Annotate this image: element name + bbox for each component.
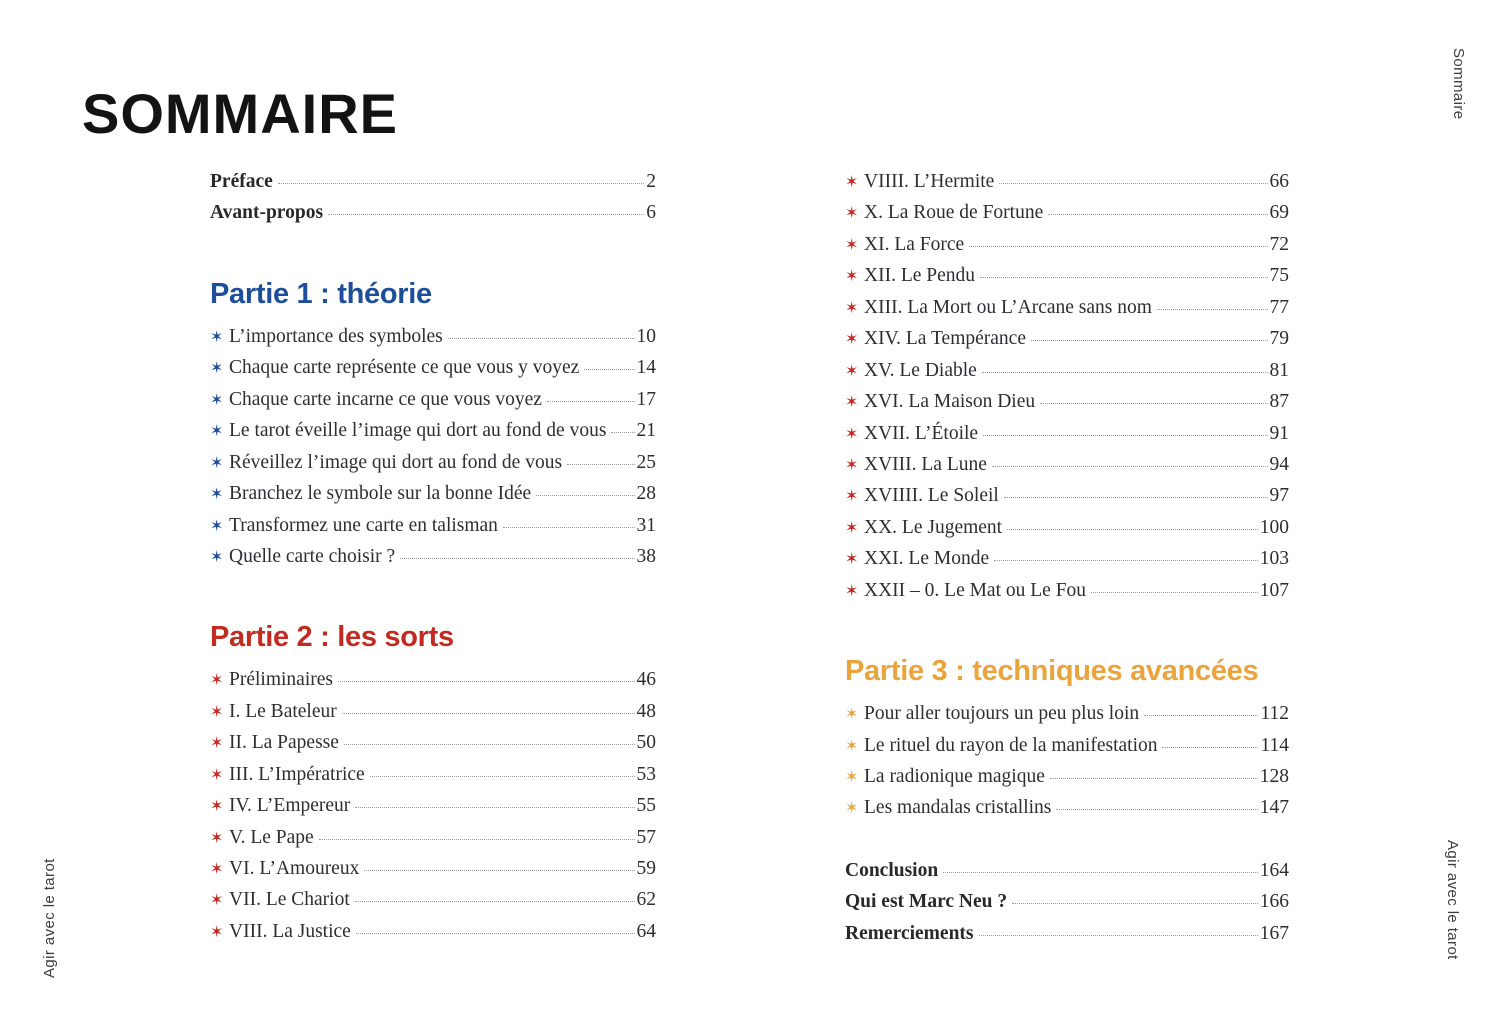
toc-entry: [210, 478, 656, 509]
toc-entry: [845, 855, 1289, 886]
dotted-leader: [982, 372, 1268, 373]
toc-entry: [210, 415, 656, 446]
toc-entry-page: 10: [636, 325, 656, 347]
toc-entry: [210, 853, 656, 884]
toc-entry-page: 21: [636, 420, 656, 442]
toc-entry-label: XV. Le Diable: [864, 359, 977, 381]
dotted-leader: [355, 901, 635, 902]
star-icon: ✶: [210, 515, 224, 535]
dotted-leader: [1031, 340, 1268, 341]
dotted-leader: [1091, 592, 1258, 593]
toc-entry-page: 57: [636, 826, 656, 848]
dotted-leader: [611, 432, 634, 433]
toc-entry-page: 66: [1269, 171, 1289, 192]
toc-entry-page: 81: [1269, 359, 1289, 381]
toc-entry-page: 46: [636, 669, 656, 691]
toc-entry-group: [845, 166, 1289, 606]
star-icon: ✶: [845, 423, 859, 443]
toc-entry: [845, 197, 1289, 228]
toc-entry-label: Chaque carte incarne ce que vous voyez: [229, 388, 542, 410]
toc-entry: [845, 792, 1289, 823]
toc-entry-label: Quelle carte choisir ?: [229, 545, 396, 567]
dotted-leader: [1144, 715, 1258, 716]
toc-entry-label: XII. Le Pendu: [864, 265, 976, 287]
toc-entry: [210, 384, 656, 415]
toc-entry-page: 53: [636, 763, 656, 785]
toc-entry: [845, 166, 1289, 197]
toc-entry-page: 62: [636, 889, 656, 911]
star-icon: ✶: [845, 172, 859, 191]
toc-entry: [210, 696, 656, 727]
toc-entry-page: 48: [636, 700, 656, 722]
toc-entry-label: VII. Le Chariot: [229, 889, 350, 911]
toc-entry-label: Transformez une carte en talisman: [229, 514, 498, 536]
toc-entry-page: 100: [1259, 516, 1289, 538]
toc-entry-page: 112: [1260, 703, 1289, 725]
toc-entry: [210, 541, 656, 572]
dotted-leader: [943, 872, 1258, 873]
dotted-leader: [979, 935, 1258, 936]
dotted-leader: [355, 807, 634, 808]
star-icon: ✶: [210, 452, 224, 472]
toc-entry-label: XVIII. La Lune: [864, 453, 987, 475]
star-icon: ✶: [845, 360, 859, 380]
toc-entry-page: 55: [636, 795, 656, 817]
toc-entry: [845, 886, 1289, 917]
toc-entry-label: Préface: [210, 171, 273, 192]
dotted-leader: [547, 401, 635, 402]
toc-entry-label: VIII. La Justice: [229, 920, 351, 942]
toc-entry-page: 28: [636, 483, 656, 505]
toc-entry-label: XVIIII. Le Soleil: [864, 485, 999, 507]
toc-entry-page: 103: [1259, 548, 1289, 570]
toc-entry-label: XVI. La Maison Dieu: [864, 391, 1036, 413]
star-icon: ✶: [210, 326, 224, 346]
toc-entry-group: [210, 321, 656, 573]
toc-entry-group: [845, 855, 1289, 949]
dotted-leader: [1050, 778, 1258, 779]
toc-entry-page: 31: [636, 514, 656, 536]
dotted-leader: [567, 464, 634, 465]
toc-entry-label: XXII – 0. Le Mat ou Le Fou: [864, 579, 1087, 601]
toc-entry: [845, 480, 1289, 511]
toc-entry-page: 164: [1259, 859, 1289, 881]
toc-entry-label: XIII. La Mort ou L’Arcane sans nom: [864, 296, 1152, 318]
toc-entry-page: 6: [646, 202, 656, 224]
star-icon: ✶: [210, 859, 224, 878]
dotted-leader: [400, 558, 634, 559]
toc-entry-label: Préliminaires: [229, 669, 333, 691]
star-icon: ✶: [845, 580, 859, 600]
toc-entry-label: Réveillez l’image qui dort au fond de vous: [229, 451, 563, 473]
toc-entry-page: 91: [1269, 422, 1289, 444]
star-icon: ✶: [210, 890, 224, 910]
toc-entry: [210, 197, 656, 228]
dotted-leader: [356, 933, 635, 934]
toc-entry: [845, 698, 1289, 729]
toc-entry-label: Remerciements: [845, 922, 974, 944]
toc-entry-label: IV. L’Empereur: [229, 795, 351, 817]
edge-label-book-title-right: Agir avec le tarot: [1444, 840, 1461, 960]
toc-entry-label: III. L’Impératrice: [229, 763, 365, 785]
toc-entry: [210, 166, 656, 197]
toc-entry-page: 87: [1269, 391, 1289, 413]
toc-entry: [845, 260, 1289, 291]
dotted-leader: [1040, 403, 1267, 404]
star-icon: ✶: [210, 421, 224, 441]
toc-entry: [210, 352, 656, 383]
toc-entry-group: [210, 664, 656, 947]
toc-entry-label: XX. Le Jugement: [864, 516, 1003, 538]
star-icon: ✶: [210, 546, 224, 566]
toc-entry: [210, 664, 656, 695]
toc-entry-label: Avant-propos: [210, 202, 324, 224]
dotted-leader: [319, 839, 635, 840]
star-icon: ✶: [845, 203, 859, 223]
dotted-leader: [503, 527, 635, 528]
star-icon: ✶: [845, 329, 859, 349]
dotted-leader: [536, 495, 634, 496]
toc-entry-page: 75: [1269, 265, 1289, 287]
star-icon: ✶: [845, 486, 859, 506]
star-icon: ✶: [845, 735, 859, 755]
dotted-leader: [1056, 809, 1257, 810]
toc-entry-label: I. Le Bateleur: [229, 700, 337, 722]
dotted-leader: [1004, 497, 1268, 498]
star-icon: ✶: [210, 827, 224, 847]
toc-entry: [845, 512, 1289, 543]
dotted-leader: [1162, 747, 1258, 748]
dotted-leader: [364, 870, 634, 871]
edge-label-sommaire: Sommaire: [1450, 48, 1467, 120]
dotted-leader: [342, 713, 635, 714]
toc-entry-label: VI. L’Amoureux: [229, 858, 360, 879]
toc-entry-page: 59: [636, 858, 656, 879]
toc-entry: [845, 543, 1289, 574]
dotted-leader: [328, 214, 644, 215]
toc-entry: [845, 418, 1289, 449]
toc-entry: [845, 323, 1289, 354]
toc-entry: [845, 730, 1289, 761]
toc-entry: [845, 229, 1289, 260]
dotted-leader: [980, 277, 1267, 278]
dotted-leader: [344, 744, 635, 745]
toc-entry: [845, 292, 1289, 323]
dotted-leader: [1007, 529, 1258, 530]
toc-entry: [845, 386, 1289, 417]
star-icon: ✶: [845, 454, 859, 474]
star-icon: ✶: [845, 517, 859, 537]
star-icon: ✶: [210, 389, 224, 409]
star-icon: ✶: [845, 234, 859, 254]
toc-entry-group: [210, 166, 656, 229]
dotted-leader: [370, 776, 635, 777]
star-icon: ✶: [210, 484, 224, 504]
toc-entry-page: 79: [1269, 328, 1289, 350]
toc-entry-page: 166: [1259, 891, 1289, 913]
toc-entry-page: 147: [1259, 797, 1289, 819]
toc-entry: [845, 449, 1289, 480]
section-heading: Partie 2 : les sorts: [210, 621, 454, 654]
toc-entry-label: Pour aller toujours un peu plus loin: [864, 703, 1140, 725]
dotted-leader: [584, 369, 634, 370]
toc-entry-page: 97: [1269, 485, 1289, 507]
star-icon: ✶: [210, 921, 224, 941]
dotted-leader: [983, 435, 1267, 436]
toc-entry: [210, 321, 656, 352]
toc-entry-label: Branchez le symbole sur la bonne Idée: [229, 483, 532, 505]
toc-entry: [845, 918, 1289, 949]
toc-entry: [210, 727, 656, 758]
star-icon: ✶: [210, 701, 224, 721]
edge-label-book-title-left: Agir avec le tarot: [41, 858, 58, 978]
dotted-leader: [338, 681, 635, 682]
star-icon: ✶: [845, 549, 859, 569]
dotted-leader: [1048, 214, 1267, 215]
toc-entry-label: XXI. Le Monde: [864, 548, 990, 570]
toc-entry-page: 128: [1259, 766, 1289, 787]
toc-entry-label: XIV. La Tempérance: [864, 328, 1026, 350]
toc-column-left: [210, 166, 656, 947]
section-heading: Partie 3 : techniques avancées: [845, 655, 1259, 688]
section-heading: Partie 1 : théorie: [210, 277, 432, 310]
toc-entry: [845, 761, 1289, 792]
dotted-leader: [992, 466, 1268, 467]
toc-entry-label: La radionique magique: [864, 766, 1045, 787]
toc-entry-label: XVII. L’Étoile: [864, 422, 979, 444]
toc-entry-page: 72: [1269, 233, 1289, 255]
star-icon: ✶: [845, 767, 859, 786]
star-icon: ✶: [210, 796, 224, 816]
toc-entry-page: 69: [1269, 202, 1289, 224]
toc-entry-label: Le tarot éveille l’image qui dort au fond de vous: [229, 420, 607, 442]
toc-entry: [210, 884, 656, 915]
toc-entry-label: Chaque carte représente ce que vous y voyez: [229, 357, 580, 379]
toc-entry: [845, 575, 1289, 606]
toc-entry-label: VIIII. L’Hermite: [864, 171, 995, 192]
dotted-leader: [994, 560, 1258, 561]
dotted-leader: [1157, 309, 1268, 310]
toc-entry-page: 38: [636, 545, 656, 567]
toc-entry-label: Les mandalas cristallins: [864, 797, 1052, 819]
star-icon: ✶: [210, 764, 224, 784]
toc-entry-page: 17: [636, 388, 656, 410]
star-icon: ✶: [210, 733, 224, 753]
toc-entry-page: 94: [1269, 453, 1289, 475]
toc-entry-page: 25: [636, 451, 656, 473]
toc-entry: [210, 759, 656, 790]
star-icon: ✶: [845, 266, 859, 286]
toc-entry-page: 167: [1259, 922, 1289, 944]
page-title: SOMMAIRE: [82, 81, 398, 145]
toc-entry-label: L’importance des symboles: [229, 325, 443, 347]
toc-entry-page: 2: [646, 171, 656, 192]
toc-entry: [210, 916, 656, 947]
toc-entry-label: X. La Roue de Fortune: [864, 202, 1044, 224]
toc-entry-page: 64: [636, 920, 656, 942]
toc-entry-label: Qui est Marc Neu ?: [845, 891, 1008, 913]
toc-entry-page: 77: [1269, 296, 1289, 318]
toc-entry-page: 14: [636, 357, 656, 379]
toc-entry-label: Conclusion: [845, 859, 939, 881]
dotted-leader: [969, 246, 1267, 247]
star-icon: ✶: [845, 297, 859, 317]
toc-entry-page: 107: [1259, 579, 1289, 601]
dotted-leader: [999, 183, 1267, 184]
toc-entry: [210, 510, 656, 541]
star-icon: ✶: [210, 358, 224, 378]
toc-entry: [210, 790, 656, 821]
toc-entry-label: Le rituel du rayon de la manifestation: [864, 734, 1158, 756]
toc-entry: [210, 447, 656, 478]
toc-entry: [845, 355, 1289, 386]
toc-entry: [210, 822, 656, 853]
star-icon: ✶: [845, 704, 859, 724]
toc-entry-page: 50: [636, 732, 656, 754]
toc-entry-label: II. La Papesse: [229, 732, 339, 754]
toc-entry-label: V. Le Pape: [229, 826, 314, 848]
star-icon: ✶: [210, 670, 224, 690]
toc-entry-group: [845, 698, 1289, 824]
dotted-leader: [1012, 903, 1258, 904]
toc-entry-page: 114: [1260, 734, 1289, 756]
star-icon: ✶: [845, 392, 859, 412]
star-icon: ✶: [845, 798, 859, 818]
dotted-leader: [448, 338, 635, 339]
toc-column-right: [845, 166, 1289, 949]
toc-entry-label: XI. La Force: [864, 233, 965, 255]
dotted-leader: [278, 183, 644, 184]
